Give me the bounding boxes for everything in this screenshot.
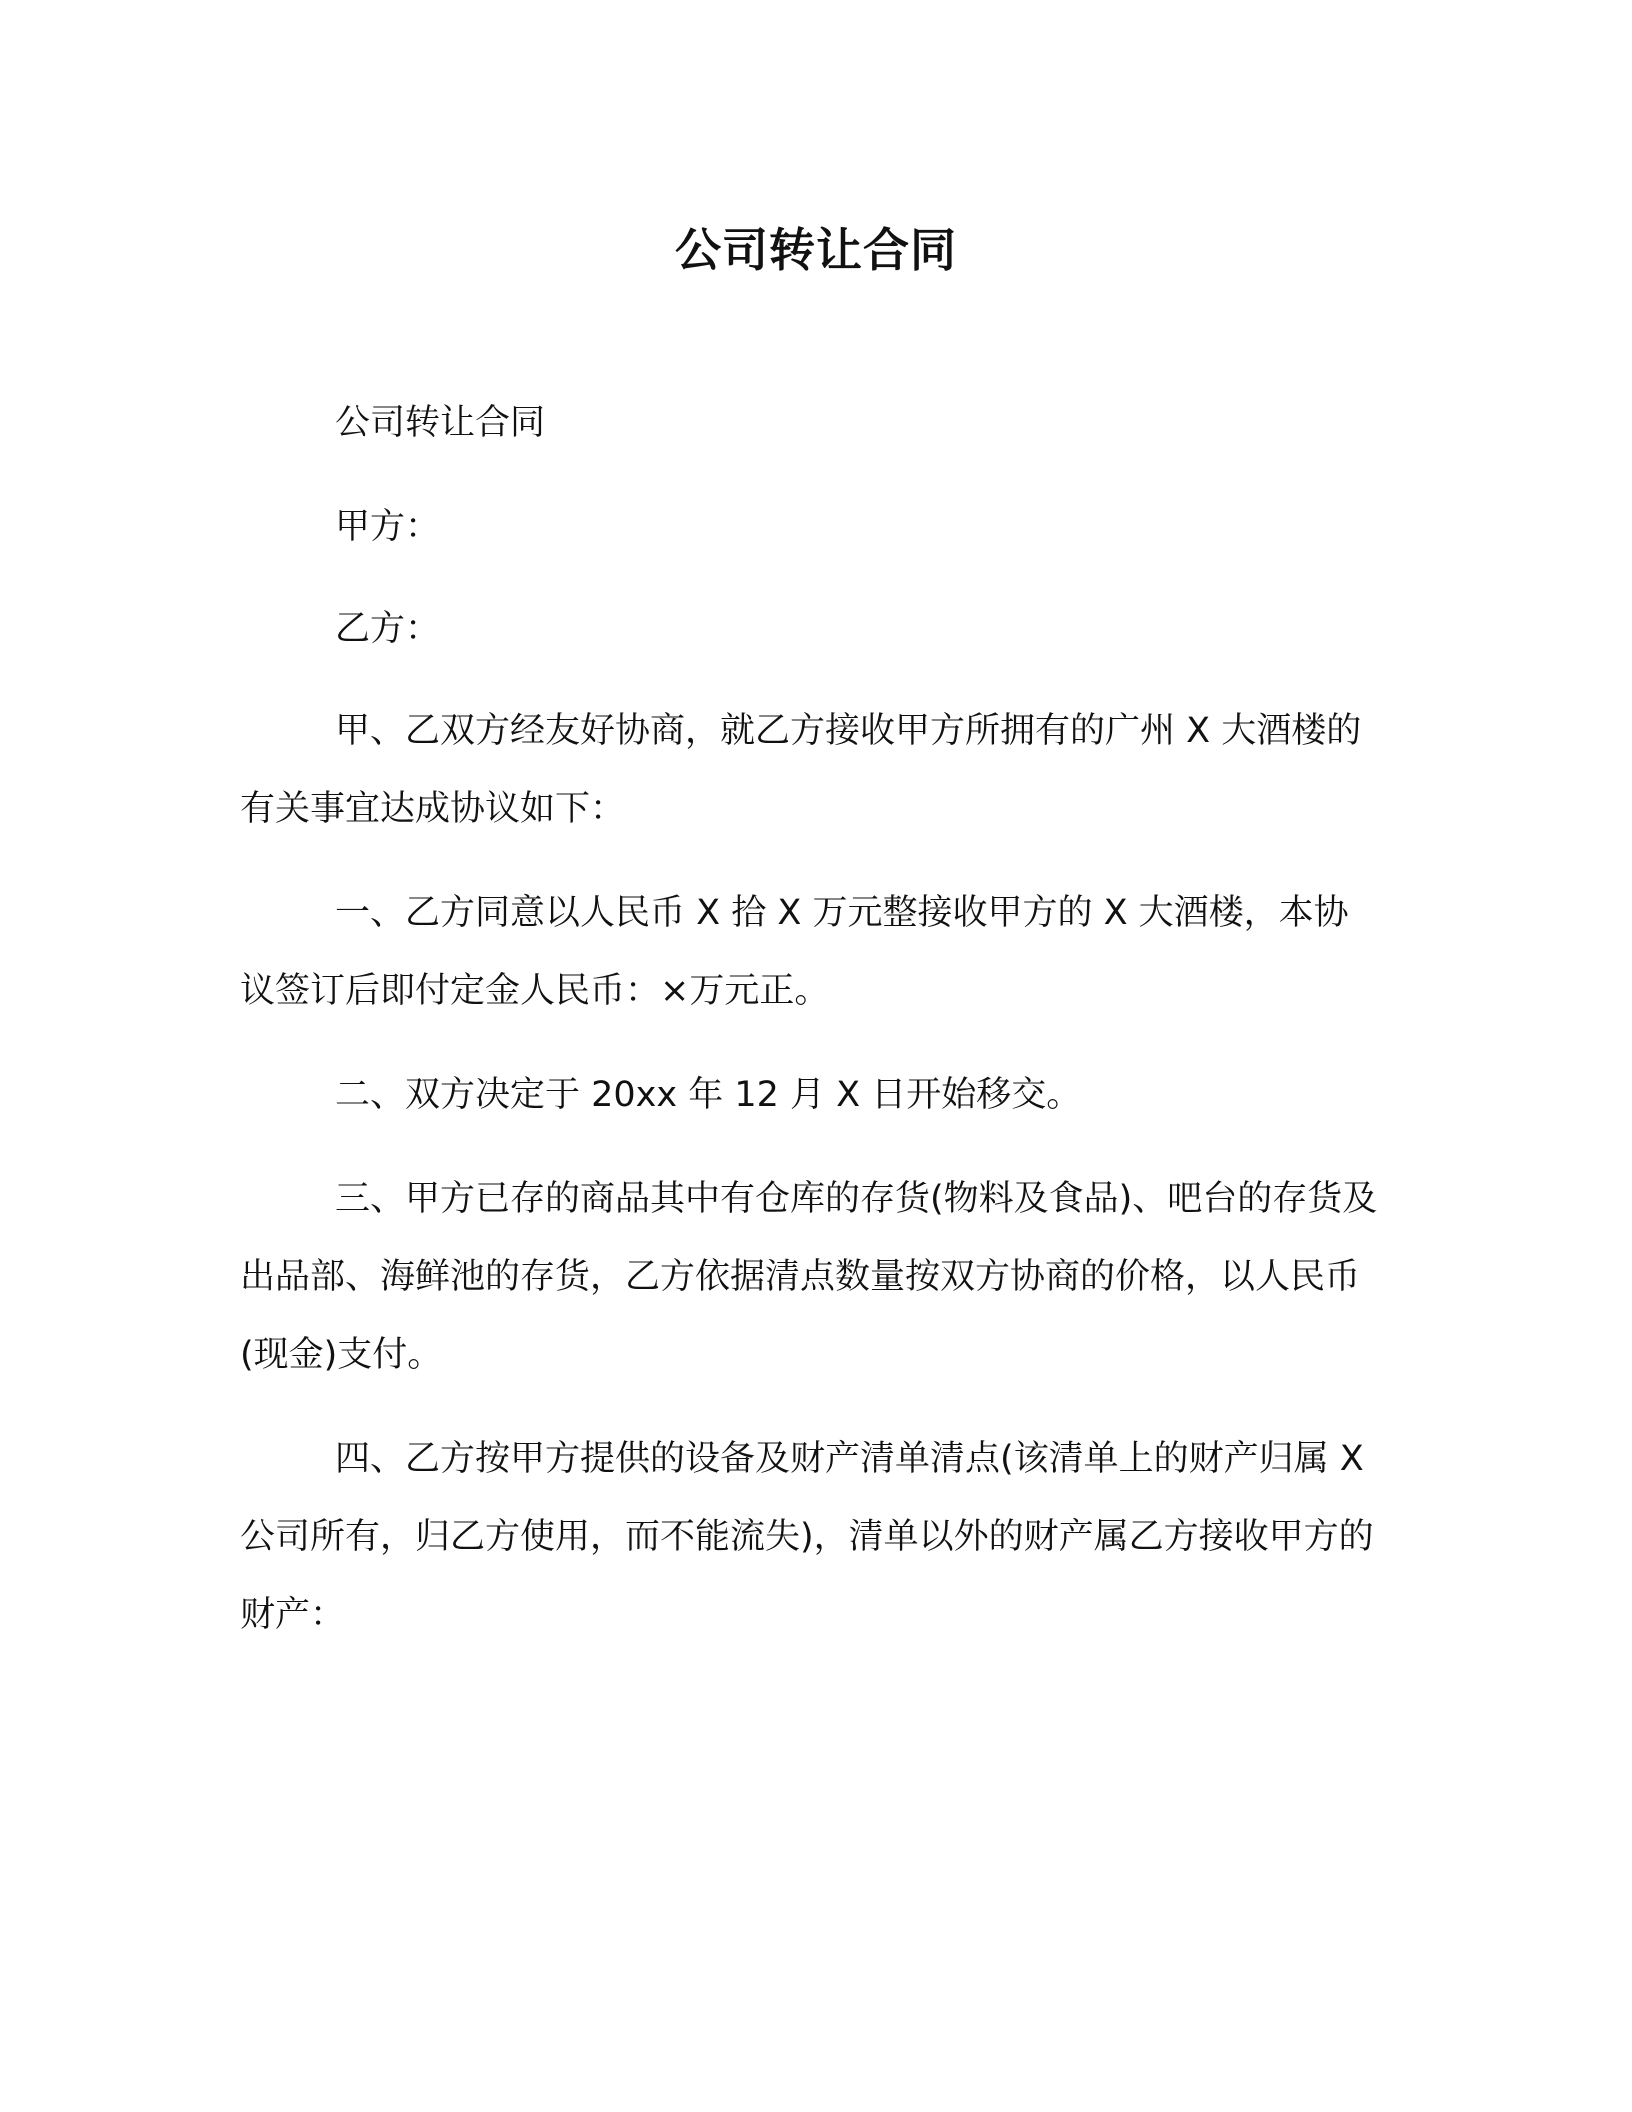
intro-paragraph: 甲、乙双方经友好协商，就乙方接收甲方所拥有的广州 X 大酒楼的有关事宜达成协议如下： (240, 711, 1362, 829)
document-title: 公司转让合同 (675, 223, 957, 277)
clause-1: 一、乙方同意以人民币 X 拾 X 万元整接收甲方的 X 大酒楼，本协议签订后即付定金人民币：×万元正。 (240, 893, 1349, 1011)
party-b-line: 乙方： (335, 609, 441, 649)
document-subtitle: 公司转让合同 (335, 403, 546, 443)
clause-4: 四、乙方按甲方提供的设备及财产清单清点(该清单上的财产归属 X 公司所有，归乙方使用，而不能流失)，清单以外的财产属乙方接收甲方的财产： (240, 1439, 1374, 1635)
clause-3: 三、甲方已存的商品其中有仓库的存货(物料及食品)、吧台的存货及出品部、海鲜池的存货，乙方依据清点数量按双方协商的价格，以人民币(现金)支付。 (240, 1179, 1378, 1375)
party-a-line: 甲方： (335, 507, 441, 547)
clause-2: 二、双方决定于 20xx 年 12 月 X 日开始移交。 (335, 1075, 1082, 1115)
